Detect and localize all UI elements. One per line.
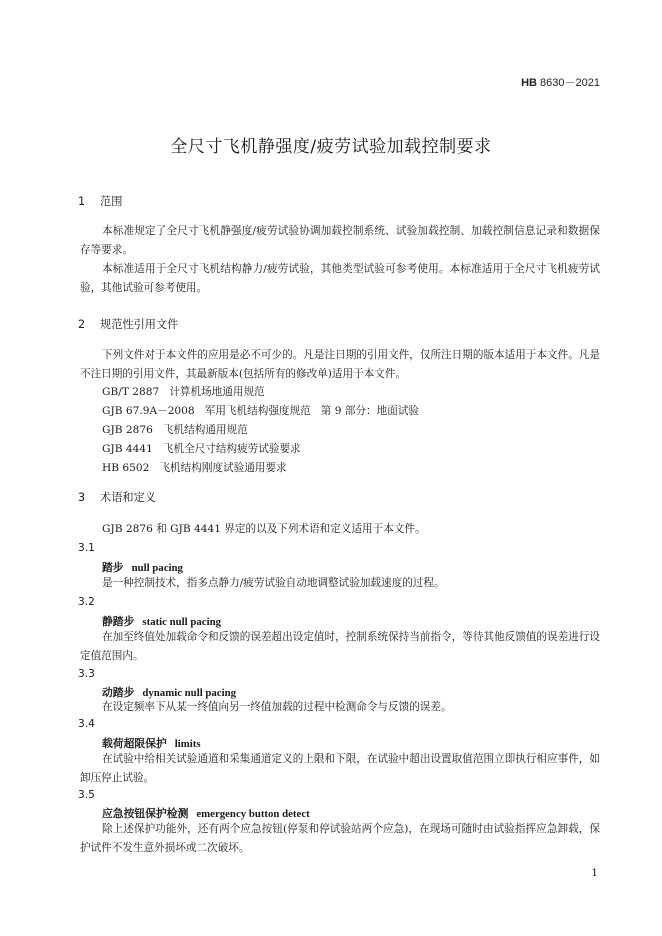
standard-code: [521, 74, 600, 90]
term-en: null pacing: [131, 562, 183, 574]
section-title: 术语和定义: [100, 491, 156, 504]
section-number: 1: [78, 195, 86, 208]
term-cn: 静踏步: [102, 615, 135, 628]
term-heading: [102, 614, 221, 629]
reference-item: GJB 2876 飞机结构通用规范: [102, 424, 248, 436]
clause-number: 3.5: [78, 789, 95, 801]
term-definition: 是一种控制技术，指多点静力/疲劳试验自动地调整试验加载速度的过程。: [102, 577, 445, 589]
section-number: 2: [78, 318, 86, 331]
clause-number: 3.2: [78, 596, 95, 608]
scope-paragraph-2: 本标准适用于全尺寸飞机结构静力/疲劳试验，其他类型试验可参考使用。本标准适用于全尺寸飞机疲劳试验，其他试验可参考使用。: [80, 263, 600, 294]
clause-number: 3.3: [78, 668, 95, 680]
standard-code-number: 8630－2021: [537, 77, 600, 89]
term-heading: [102, 560, 183, 575]
page-number: 1: [591, 867, 598, 879]
section-heading-scope: [78, 193, 122, 209]
term-cn: 应急按钮保护检测: [102, 807, 189, 820]
clause-number: 3.4: [78, 718, 95, 730]
section-number: 3: [78, 491, 86, 504]
term-definition: 在试验中给相关试验通道和采集通道定义的上限和下限，在试验中超出设置取值范围立即执行相应事件，如卸压停止试验。: [80, 753, 600, 784]
section-title: 规范性引用文件: [100, 318, 179, 331]
references-intro: 下列文件对于本文件的应用是必不可少的。凡是注日期的引用文件，仅所注日期的版本适用于本文件。凡是不注日期的引用文件，其最新版本(包括所有的修改单)适用于本文件。: [80, 349, 600, 380]
terms-intro: GJB 2876 和 GJB 4441 界定的以及下列术语和定义适用于本文件。: [102, 523, 426, 535]
section-title: 范围: [100, 195, 123, 208]
term-definition: 在加至终值处加载命令和反馈的误差超出设定值时，控制系统保持当前指令，等待其他反馈值的误差进行设定值范围内。: [80, 631, 600, 662]
term-cn: 动踏步: [102, 686, 135, 699]
reference-item: HB 6502 飞机结构刚度试验通用要求: [102, 462, 287, 474]
section-heading-terms-definitions: [78, 489, 156, 505]
term-definition: 在设定频率下从某一终值向另一终值加载的过程中检测命令与反馈的误差。: [102, 701, 452, 713]
reference-item: GJB 4441 飞机全尺寸结构疲劳试验要求: [102, 443, 301, 455]
clause-number: 3.1: [78, 542, 95, 554]
term-heading: [102, 736, 201, 751]
term-cn: 载荷超限保护: [102, 737, 167, 750]
term-definition: 除上述保护功能外，还有两个应急按钮(停泵和停试验站两个应急)，在现场可随时由试验指挥应急卸载，保护试件不发生意外损坏或二次破坏。: [80, 823, 600, 854]
reference-item: GJB 67.9A－2008 军用飞机结构强度规范 第 9 部分：地面试验: [102, 405, 420, 417]
scope-paragraph-1: 本标准规定了全尺寸飞机静强度/疲劳试验协调加载控制系统、试验加载控制、加载控制信息记录和数据保存等要求。: [80, 225, 600, 256]
section-heading-normative-references: [78, 316, 178, 332]
term-en: dynamic null pacing: [142, 687, 236, 699]
reference-item: GB/T 2887 计算机场地通用规范: [102, 386, 265, 398]
standard-code-prefix: HB: [521, 77, 537, 89]
term-heading: [102, 806, 310, 821]
term-en: static null pacing: [142, 616, 221, 628]
document-title: 全尺寸飞机静强度/疲劳试验加载控制要求: [170, 137, 492, 157]
term-en: emergency button detect: [196, 808, 310, 820]
term-en: limits: [174, 738, 201, 750]
term-cn: 踏步: [102, 561, 124, 574]
